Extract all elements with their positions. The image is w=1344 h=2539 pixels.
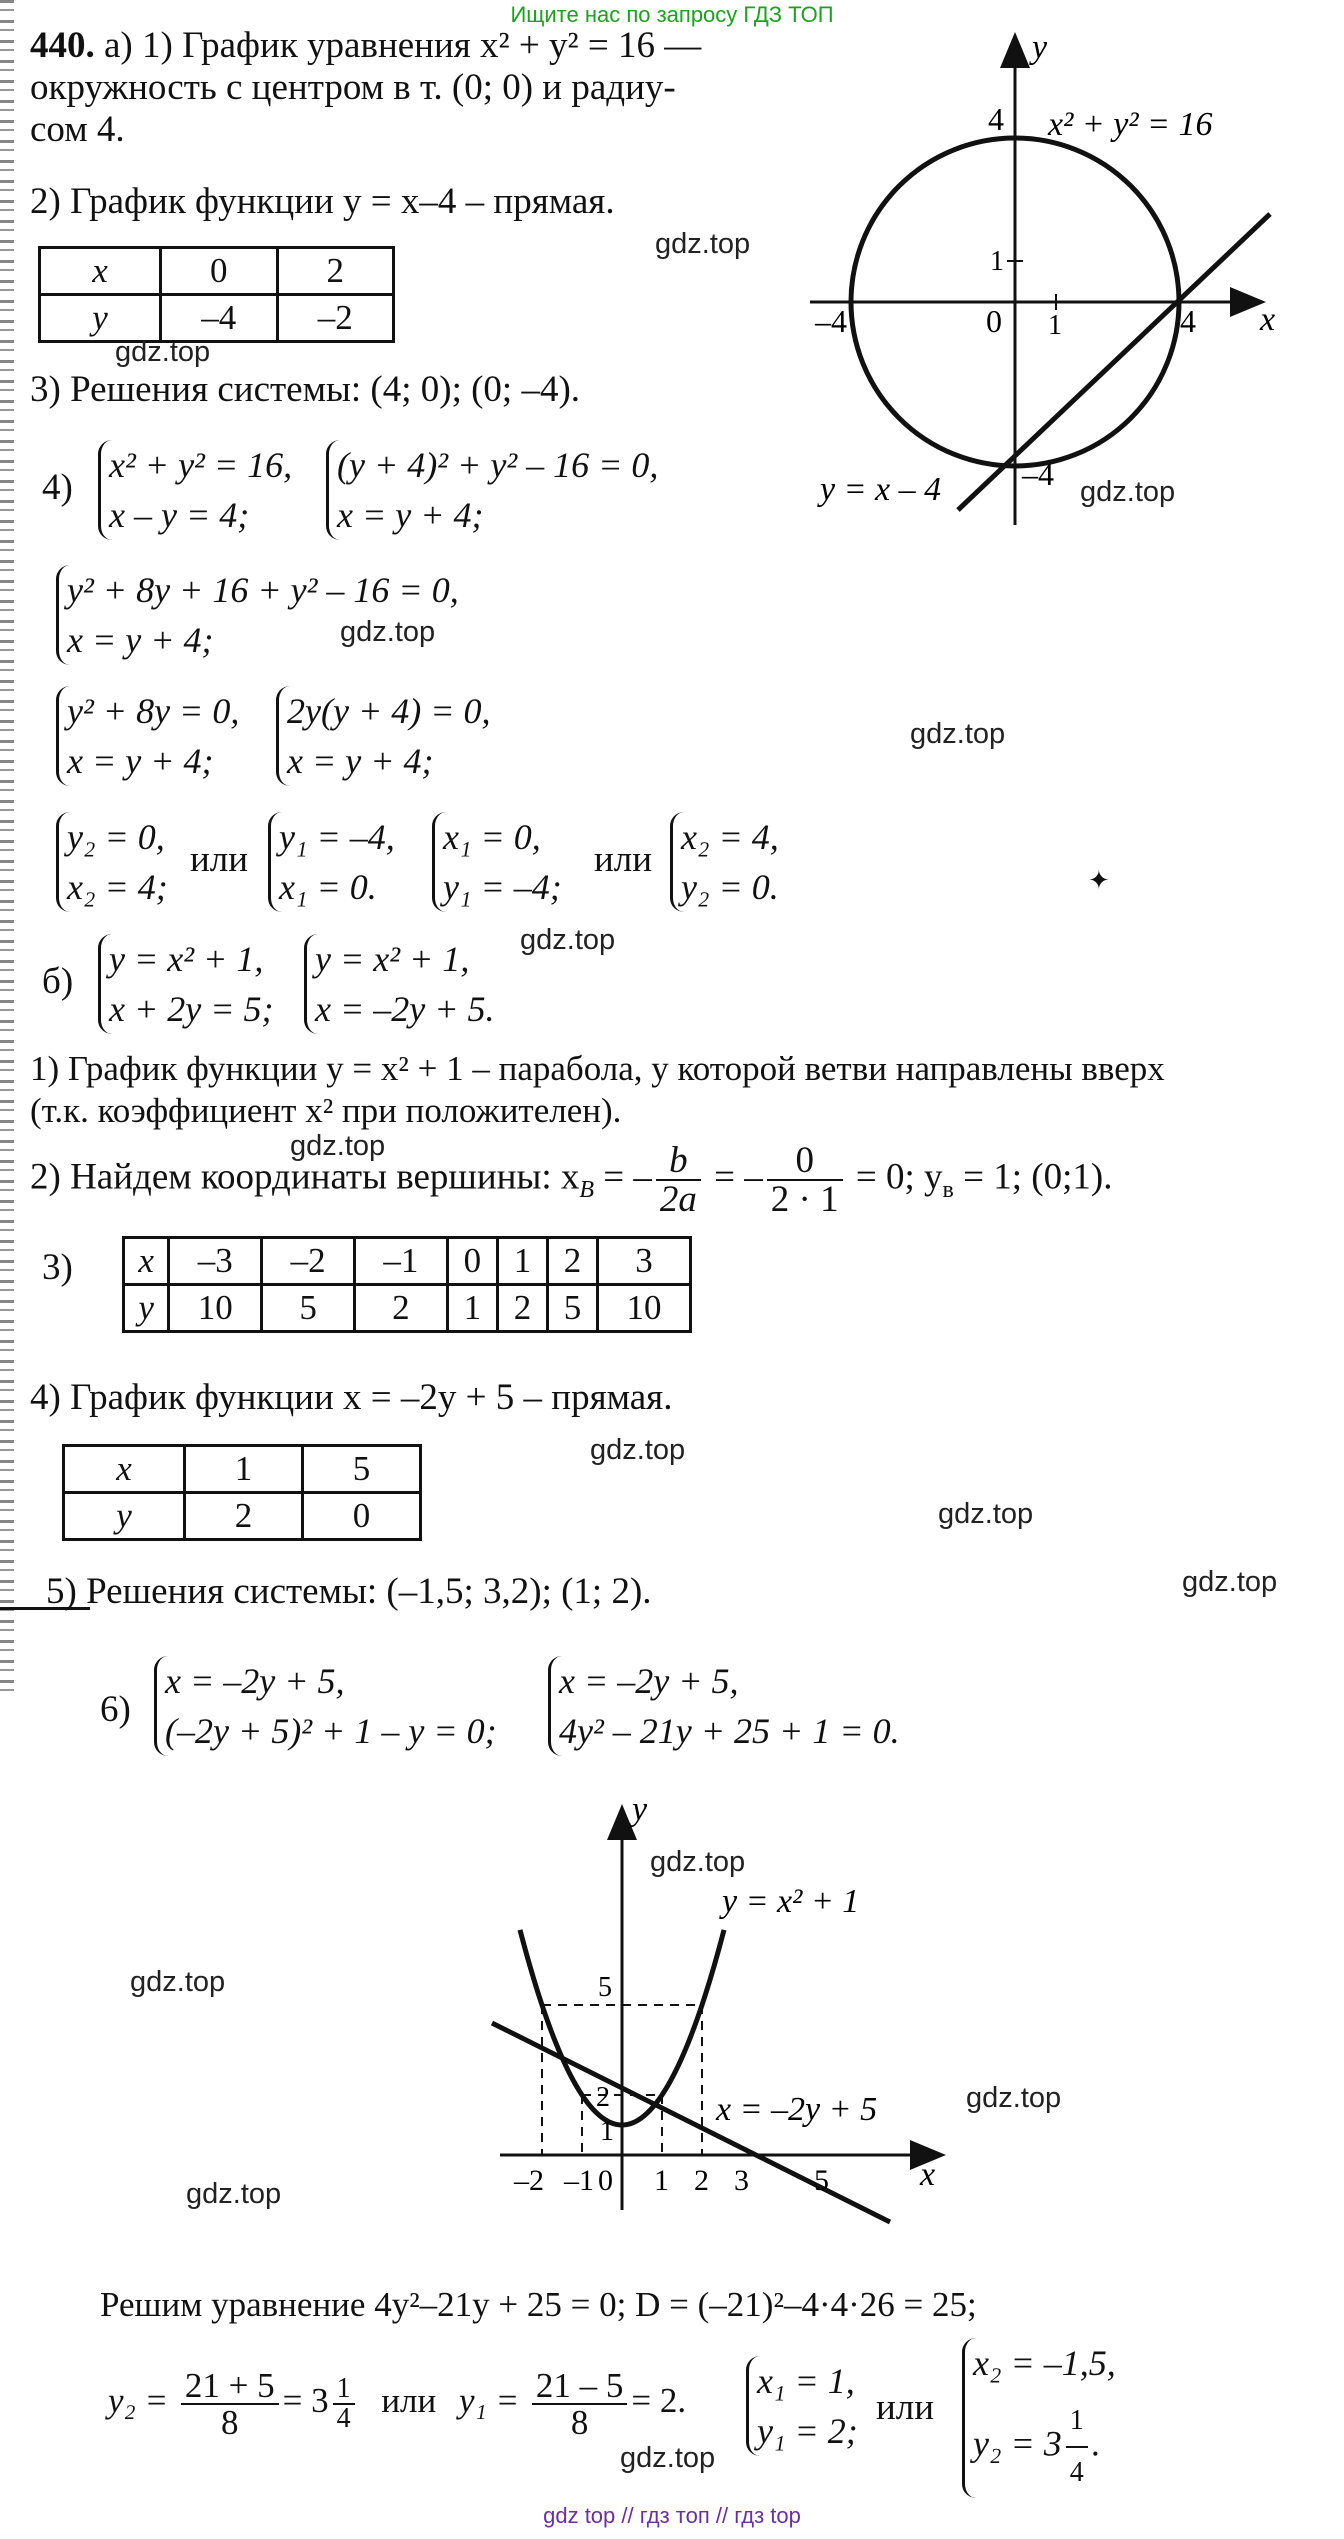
watermark-8: gdz.top — [590, 1434, 686, 1466]
g1-origin: 0 — [986, 303, 1002, 339]
watermark-15: gdz.top — [620, 2442, 716, 2474]
or-word-1: или — [190, 839, 249, 880]
system-b6a — [154, 1656, 497, 1756]
final-system-2 — [962, 2338, 1116, 2498]
table-parabola — [122, 1236, 692, 1333]
g1-tick-pos4: 4 — [1180, 303, 1196, 339]
table2-x-0: –3 — [169, 1238, 262, 1285]
table1-y0: –4 — [161, 295, 278, 342]
table2-y-3: 1 — [447, 1285, 497, 1332]
g2-xtick-5: 5 — [814, 2164, 829, 2197]
system-4f — [56, 812, 168, 912]
final-system-1 — [746, 2356, 858, 2456]
table2-x-3: 0 — [447, 1238, 497, 1285]
watermark-7: gdz.top — [290, 1130, 386, 1162]
table2-x-1: –2 — [262, 1238, 355, 1285]
final-sys2-pre: y₂ = 3 — [973, 2423, 1062, 2464]
y1-lhs: y₁ = — [459, 2381, 520, 2421]
sys4c-row1: y² + 8y + 16 + y² – 16 = 0, — [67, 570, 459, 610]
system-4i — [670, 812, 779, 912]
sys4f-row1: y₂ = 0, — [67, 817, 165, 857]
final-sys2-row1: x₂ = –1,5, — [973, 2343, 1116, 2383]
sysb6a-row2: (–2y + 5)² + 1 – y = 0; — [165, 1711, 497, 1751]
watermark-10: gdz.top — [1182, 1566, 1278, 1598]
or-word-2: или — [594, 839, 653, 880]
table1-y1: –2 — [277, 295, 394, 342]
g2-xtick-2: 2 — [694, 2164, 709, 2197]
b-step3-label: 3) — [42, 1247, 73, 1288]
sys4b-row1: (y + 4)² + y² – 16 = 0, — [337, 445, 659, 485]
intro-line-1 — [30, 26, 701, 67]
final-sys2-row2: y₂ = 3 $\frac{1}{4}$ . — [973, 2396, 1116, 2498]
g1-tick-neg4: –4 — [815, 303, 847, 339]
table2-y-label: y — [124, 1285, 169, 1332]
table2-x-label: x — [124, 1238, 169, 1285]
watermark-3: gdz.top — [1080, 476, 1176, 508]
header-note[interactable]: Ищите нас по запросу ГДЗ ТОП — [510, 2, 834, 27]
intro-text-1: а) 1) График уравнения x² + y² = 16 — — [104, 25, 702, 66]
table3-y0: 2 — [185, 1493, 303, 1540]
b-step2-frac1 — [656, 1142, 701, 1218]
g2-ytick-1: 1 — [600, 2116, 614, 2147]
y2-lhs: y₂ = — [108, 2381, 169, 2421]
b-step2-end: = 1; (0;1). — [953, 1156, 1113, 1198]
b-step6-label: 6) — [100, 1689, 131, 1730]
g1-x-label: x — [1260, 301, 1276, 338]
system-b2 — [304, 934, 495, 1034]
g2-xtick-0: 0 — [598, 2164, 613, 2197]
problem-number: 440. — [30, 25, 95, 66]
y2-frac — [181, 2368, 279, 2440]
table2-x-2: –1 — [355, 1238, 448, 1285]
b-step2-frac2 — [767, 1142, 843, 1218]
b-step5-text: 5) Решения системы: (–1,5; 3,2); (1; 2). — [46, 1571, 652, 1612]
sys4d-row1: y² + 8y = 0, — [67, 691, 240, 731]
y2-eq: = 3 — [282, 2381, 329, 2421]
b-step1-line2: (т.к. коэффициент x² при положителен). — [30, 1091, 622, 1130]
g2-ytick-2: 2 — [596, 2082, 610, 2113]
intro-line-2: окружность с центром в т. (0; 0) и радиу- — [30, 67, 676, 108]
b-step4-text: 4) График функции x = –2y + 5 – прямая. — [30, 1377, 673, 1418]
b-step2-frac2-num: 0 — [767, 1142, 843, 1181]
g2-xtick-3: 3 — [734, 2164, 749, 2197]
table2-y-0: 10 — [169, 1285, 262, 1332]
table2-y-4: 2 — [497, 1285, 547, 1332]
g2-xtick-neg1: –1 — [564, 2164, 594, 2197]
table3-x1: 5 — [303, 1446, 421, 1493]
table2-y-5: 5 — [548, 1285, 598, 1332]
or-word-3: или — [381, 2381, 437, 2421]
system-b6b — [548, 1656, 900, 1756]
y2-mixed-num: 1 — [333, 2375, 355, 2405]
y1-den: 8 — [570, 2403, 589, 2442]
sysb2-row2: x = –2y + 5. — [315, 989, 495, 1029]
table3-x0: 1 — [185, 1446, 303, 1493]
sys4i-row2: y₂ = 0. — [681, 867, 779, 907]
final-sys2-den: 4 — [1069, 2457, 1084, 2488]
final-sys2-frac — [1066, 2396, 1088, 2498]
sys4a-row1: x² + y² = 16, — [109, 445, 293, 485]
system-4c — [56, 565, 459, 665]
watermark-2: gdz.top — [115, 336, 211, 368]
b-step2-frac2-den: 2 · 1 — [770, 1179, 839, 1220]
sysb6b-row2: 4y² – 21y + 25 + 1 = 0. — [559, 1711, 900, 1751]
roots-line — [108, 2368, 686, 2440]
intro-line-3: сом 4. — [30, 109, 125, 150]
table3-y1: 0 — [303, 1493, 421, 1540]
footer-note[interactable]: gdz top // гдз топ // гдз top — [543, 2503, 801, 2528]
sys4a-row2: x – y = 4; — [109, 495, 250, 535]
solve-line: Решим уравнение 4y²–21y + 25 = 0; D = (–21)²–4·4·26 = 25; — [100, 2285, 977, 2324]
y1-num: 21 – 5 — [532, 2368, 628, 2405]
graph-circle-line — [790, 20, 1290, 540]
part-b-label: б) — [42, 961, 74, 1002]
g2-x-label: x — [920, 2156, 936, 2193]
sys4g-row2: x₁ = 0. — [279, 867, 377, 907]
table3-x-label: x — [64, 1446, 185, 1493]
y2-mixed-frac — [333, 2375, 355, 2433]
watermark-9: gdz.top — [938, 1498, 1034, 1530]
sys4c-row2: x = y + 4; — [67, 620, 214, 660]
table1-x-label: x — [40, 248, 161, 295]
g1-y-label: y — [1032, 29, 1048, 66]
g1-line-label: y = x – 4 — [820, 471, 942, 508]
y2-den: 8 — [220, 2403, 239, 2442]
sysb1-row1: y = x² + 1, — [109, 939, 264, 979]
step4-label: 4) — [42, 467, 73, 508]
b-step1-line1: 1) График функции y = x² + 1 – парабола, у которой ветви направлены вверх — [30, 1049, 1165, 1088]
b-step2-frac1-num: b — [656, 1142, 701, 1181]
sys4e-row1: 2y(y + 4) = 0, — [287, 691, 491, 731]
b-step2-line — [30, 1142, 1112, 1218]
system-4a — [98, 440, 292, 540]
system-b1 — [98, 934, 274, 1034]
table2-x-6: 3 — [598, 1238, 691, 1285]
b-step2-post-sub: в — [942, 1176, 954, 1203]
system-4g — [268, 812, 395, 912]
y2-mixed-den: 4 — [336, 2403, 351, 2434]
watermark-12: gdz.top — [130, 1966, 226, 1998]
g2-xtick-1: 1 — [654, 2164, 669, 2197]
system-4d — [56, 686, 239, 786]
table-line2 — [62, 1444, 422, 1541]
final-sys1-row1: x₁ = 1, — [757, 2361, 855, 2401]
table-line1 — [38, 246, 395, 343]
sysb6a-row1: x = –2y + 5, — [165, 1661, 345, 1701]
g1-tick-y1-label: 1 — [990, 246, 1004, 277]
b-step2-frac1-den: 2a — [659, 1179, 697, 1220]
watermark-6: gdz.top — [520, 924, 616, 956]
g2-parabola-label: y = x² + 1 — [722, 1883, 860, 1920]
g2-y-label: y — [632, 1791, 648, 1828]
table2-y-2: 2 — [355, 1285, 448, 1332]
table2-x-4: 1 — [497, 1238, 547, 1285]
y1-eq: = 2. — [631, 2381, 687, 2421]
sys4b-row2: x = y + 4; — [337, 495, 484, 535]
table2-y-6: 10 — [598, 1285, 691, 1332]
watermark-5: gdz.top — [910, 718, 1006, 750]
system-4h — [432, 812, 562, 912]
table1-x1: 2 — [277, 248, 394, 295]
table1-y-label: y — [40, 295, 161, 342]
y2-num: 21 + 5 — [181, 2368, 279, 2405]
ink-mark: ✦ — [1088, 866, 1110, 895]
table2-x-5: 2 — [548, 1238, 598, 1285]
watermark-14: gdz.top — [186, 2178, 282, 2210]
g1-circle-label: x² + y² = 16 — [1048, 106, 1213, 143]
system-4b — [326, 440, 658, 540]
watermark-13: gdz.top — [966, 2082, 1062, 2114]
g1-tick-one: 1 — [1048, 310, 1062, 341]
sys4e-row2: x = y + 4; — [287, 741, 434, 781]
or-word-4: или — [876, 2387, 935, 2428]
watermark-1: gdz.top — [655, 228, 751, 260]
b-step2-pre: 2) Найдем координаты вершины: x — [30, 1156, 580, 1198]
b-step2-post: = 0; y — [846, 1156, 943, 1198]
sysb1-row2: x + 2y = 5; — [109, 989, 274, 1029]
g1-line — [958, 214, 1270, 510]
final-sys2-num: 1 — [1066, 2396, 1088, 2448]
sys4g-row1: y₁ = –4, — [279, 817, 395, 857]
b-step2-sub: B — [579, 1176, 595, 1203]
sys4h-row2: y₁ = –4; — [443, 867, 562, 907]
table2-y-1: 5 — [262, 1285, 355, 1332]
step2-text: 2) График функции y = x–4 – прямая. — [30, 181, 615, 222]
sys4i-row1: x₂ = 4, — [681, 817, 779, 857]
final-sys1-row2: y₁ = 2; — [757, 2411, 858, 2451]
b-step2-mid: = – — [704, 1156, 763, 1198]
table3-y-label: y — [64, 1493, 185, 1540]
sys4f-row2: x₂ = 4; — [67, 867, 168, 907]
g1-tick-y4: 4 — [988, 101, 1004, 137]
watermark-11: gdz.top — [650, 1846, 746, 1878]
sysb6b-row1: x = –2y + 5, — [559, 1661, 739, 1701]
g2-ytick-5: 5 — [598, 1972, 612, 2003]
sysb2-row1: y = x² + 1, — [315, 939, 470, 979]
sys4h-row1: x₁ = 0, — [443, 817, 541, 857]
b-step2-eq: = – — [594, 1156, 652, 1198]
g2-line-label: x = –2y + 5 — [716, 2091, 878, 2128]
y1-frac — [532, 2368, 628, 2440]
g2-xtick-neg2: –2 — [514, 2164, 544, 2197]
sys4d-row2: x = y + 4; — [67, 741, 214, 781]
system-4e — [276, 686, 491, 786]
step3-text: 3) Решения системы: (4; 0); (0; –4). — [30, 369, 581, 410]
watermark-4: gdz.top — [340, 616, 436, 648]
g1-tick-yneg4: –4 — [1022, 456, 1054, 492]
table1-x0: 0 — [161, 248, 278, 295]
scan-edge-artifact — [0, 0, 14, 1700]
